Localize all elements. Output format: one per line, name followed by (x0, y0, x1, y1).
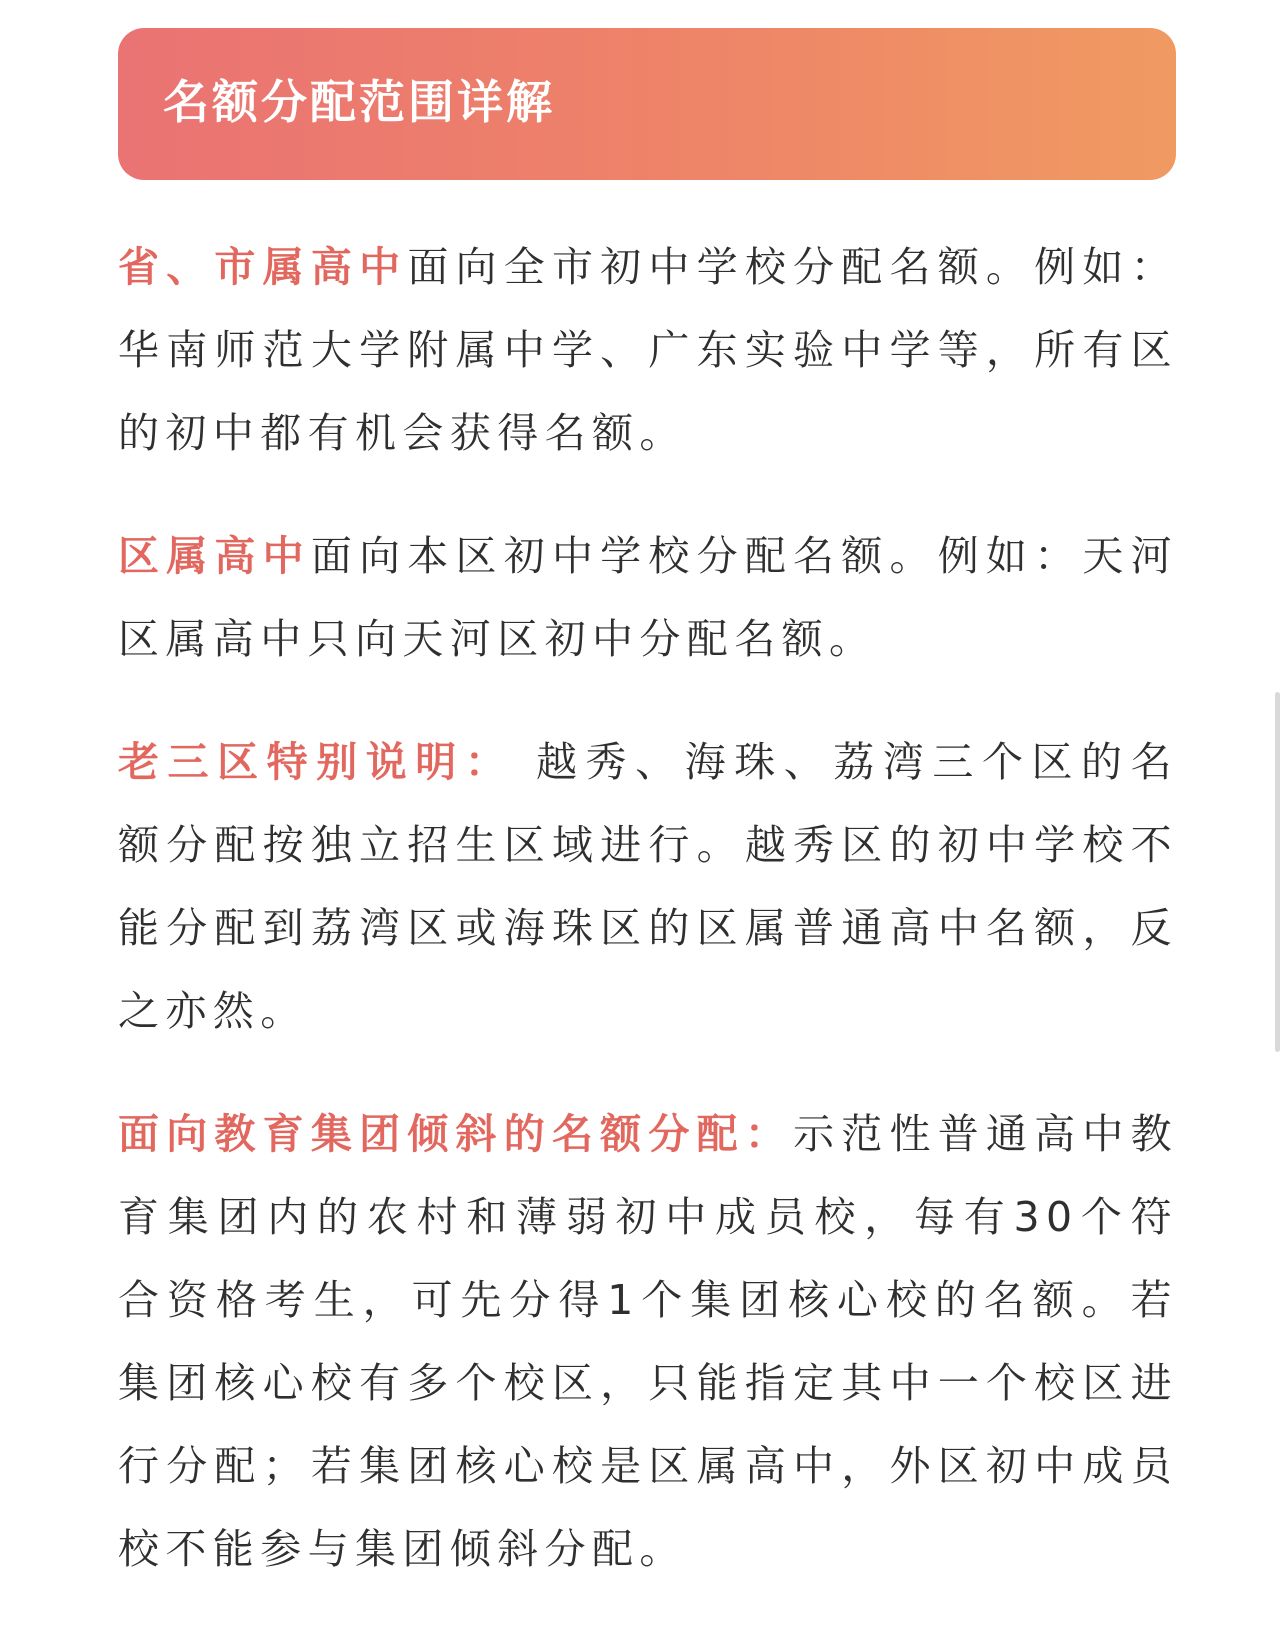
paragraph-highlight: 省、市属高中 (118, 243, 408, 291)
section-title: 名额分配范围详解 (163, 75, 555, 129)
paragraph-provincial-city-schools (118, 226, 1178, 475)
paragraph-text: 越秀、海珠、荔湾三个区的名额分配按独立招生区域进行。越秀区的初中学校不能分配到荔湾区或海珠区的区属普通高中名额，反之亦然。 (118, 738, 1178, 1035)
section-header-banner (118, 28, 1176, 180)
paragraph-district-schools (118, 515, 1178, 681)
scrollbar[interactable] (1275, 692, 1280, 1052)
paragraph-highlight: 面向教育集团倾斜的名额分配： (118, 1110, 794, 1158)
paragraph-highlight: 老三区特别说明： (118, 738, 515, 786)
article-body (118, 226, 1178, 1631)
paragraph-text: 面向全市初中学校分配名额。例如：华南师范大学附属中学、广东实验中学等，所有区的初中都有机会获得名额。 (118, 243, 1178, 457)
paragraph-text: 面向本区初中学校分配名额。例如：天河区属高中只向天河区初中分配名额。 (118, 532, 1178, 663)
paragraph-old-three-districts (118, 721, 1178, 1053)
paragraph-text: 示范性普通高中教育集团内的农村和薄弱初中成员校，每有30个符合资格考生，可先分得1个集团核心校的名额。若集团核心校有多个校区，只能指定其中一个校区进行分配；若集团核心校是区属高中，外区初中成员校不能参与集团倾斜分配。 (118, 1110, 1178, 1573)
paragraph-education-group (118, 1093, 1178, 1591)
paragraph-highlight: 区属高中 (118, 532, 311, 580)
